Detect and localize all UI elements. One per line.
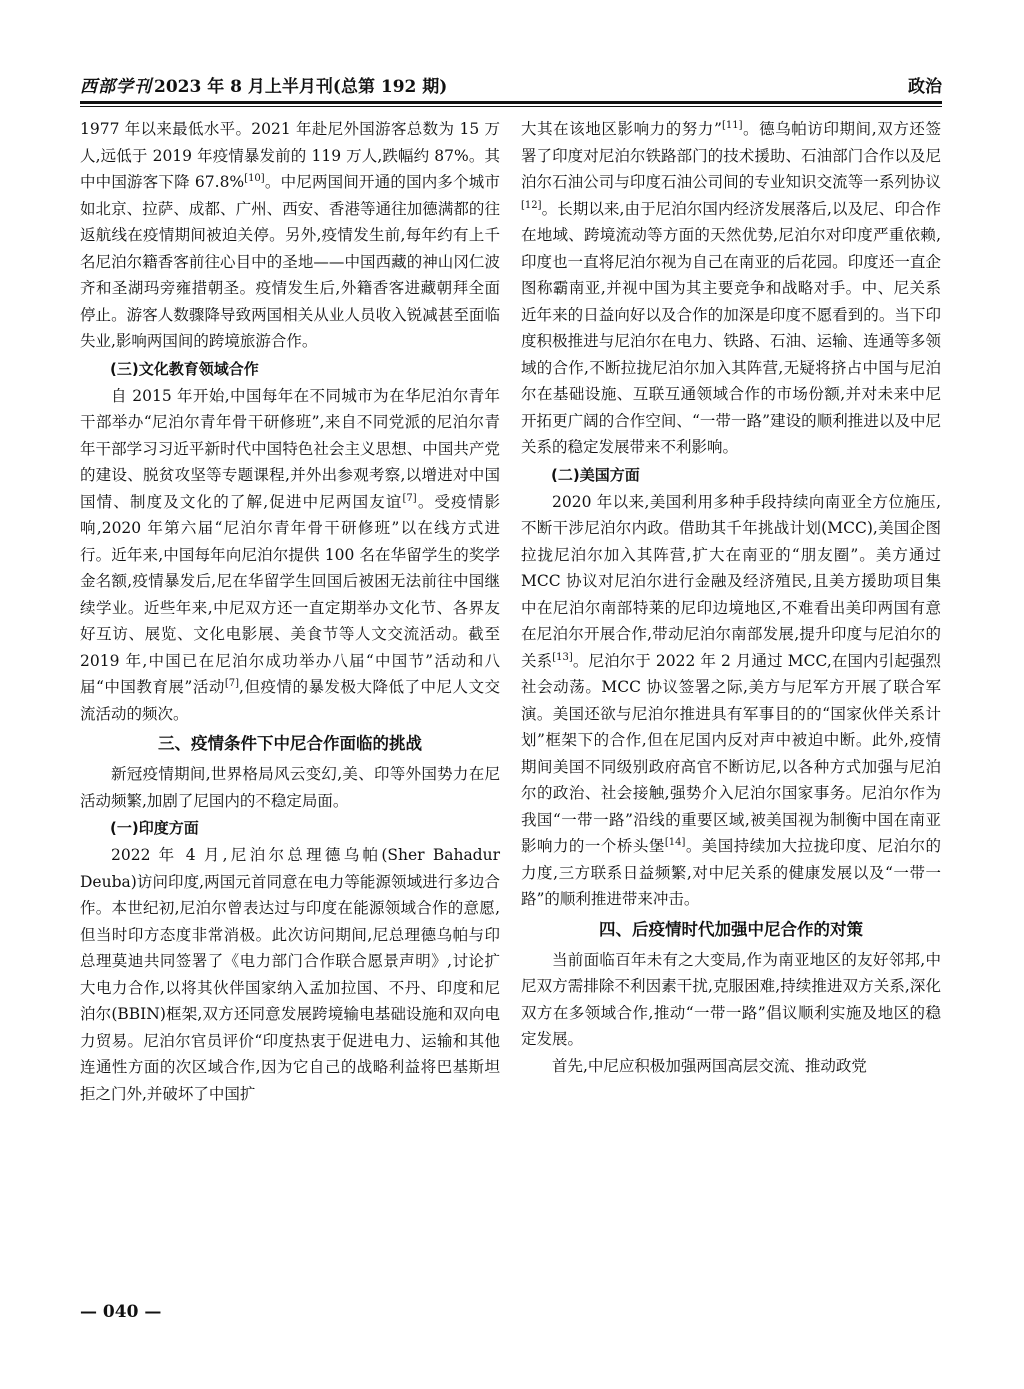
subsection-heading: (二)美国方面 (551, 465, 640, 484)
issue-info: 2023 年 8 月上半月刊(总第 192 期) (154, 77, 448, 97)
paragraph: 2022 年 4 月,尼泊尔总理德乌帕(Sher Bahadur Deuba)访问印度,两国元首同意在电力等能源领域进行多边合作。本世纪初,尼泊尔曾表达过与印度在能源领域合作的意愿,但当时印方态度非常消极。此次访问期间,尼总理德乌帕与印总理莫迪共同签署了《电力部门合作联合愿景声明》,讨论扩大电力合作,以将其伙伴国家纳入孟加拉国、不丹、印度和尼泊尔(BBIN)框架,双方还同意发展跨境输电基础设施和双向电力贸易。尼泊尔官员评价“印度热衷于促进电力、运输和其他连通性方面的次区域合作,因为它自己的战略利益将巴基斯坦拒之门外,并破坏了中国扩 (80, 846, 500, 1103)
paragraph: 自 2015 年开始,中国每年在不同城市为在华尼泊尔青年干部举办“尼泊尔青年骨干研修班”,来自不同党派的尼泊尔青年干部学习习近平新时代中国特色社会主义思想、中国共产党的建设、脱贫攻坚等专题课程,并外出参观考察,以增进对中国国情、制度及文化的了解,促进中尼两国友谊[7]。受疫情影响,2020 年第六届“尼泊尔青年骨干研修班”以在线方式进行。近年来,中国每年向尼泊尔提供 100 名在华留学生的奖学金名额,疫情暴发后,尼在华留学生回国后被困无法前往中国继续学业。近些年来,中尼双方还一直定期举办文化节、各界友好互访、展览、文化电影展、美食节等人文交流活动。截至 2019 年,中国已在尼泊尔成功举办八届“中国节”活动和八届“中国教育展”活动[7],但疫情的暴发极大降低了中尼人文交流活动的频次。 (80, 386, 500, 723)
citation-ref: [7] (402, 492, 417, 504)
citation-ref: [14] (664, 836, 686, 848)
section-heading: 四、后疫情时代加强中尼合作的对策 (599, 919, 863, 939)
subsection-heading: (一)印度方面 (110, 819, 199, 837)
citation-ref: [11] (721, 119, 743, 131)
header-rule-thin (80, 106, 942, 107)
paragraph: 大其在该地区影响力的努力”[11]。德乌帕访印期间,双方还签署了印度对尼泊尔铁路部门的技术援助、石油部门合作以及尼泊尔石油公司与印度石油公司间的专业知识交流等一系列协议[12]。长期以来,由于尼泊尔国内经济发展落后,以及尼、印合作在地域、跨境流动等方面的天然优势,尼泊尔对印度严重依赖,印度也一直将尼泊尔视为自己在南亚的后花园。印度还一直企图称霸南亚,并视中国为其主要竞争和战略对手。中、尼关系近年来的日益向好以及合作的加深是印度不愿看到的。当下印度积极推进与尼泊尔在电力、铁路、石油、运输、连通等多领域的合作,不断拉拢尼泊尔加入其阵营,无疑将挤占中国与尼泊尔在基础设施、互联互通领域合作的市场份额,并对未来中尼开拓更广阔的合作空间、“一带一路”建设的顺利推进以及中尼关系的稳定发展带来不利影响。 (521, 119, 941, 456)
header-rule-thick (80, 101, 942, 104)
right-column (521, 116, 941, 1079)
paragraph: 首先,中尼应积极加强两国高层交流、推动政党 (552, 1056, 867, 1075)
journal-masthead (80, 72, 447, 97)
journal-logo: 西部学刊 (80, 77, 152, 97)
running-header (80, 72, 942, 102)
section-label: 政治 (908, 77, 942, 97)
paragraph: 当前面临百年未有之大变局,作为南亚地区的友好邻邦,中尼双方需排除不利因素干扰,克服困难,持续推进双方关系,深化双方在多领域合作,推动“一带一路”倡议顺利实施及地区的稳定发展。 (521, 950, 941, 1048)
paragraph: 新冠疫情期间,世界格局风云变幻,美、印等外国势力在尼活动频繁,加剧了尼国内的不稳定局面。 (80, 765, 500, 810)
citation-ref: [10] (244, 172, 265, 184)
paragraph: 2020 年以来,美国利用多种手段持续向南亚全方位施压,不断干涉尼泊尔内政。借助其千年挑战计划(MCC),美国企图拉拢尼泊尔加入其阵营,扩大在南亚的“朋友圈”。美方通过 MCC 协议对尼泊尔进行金融及经济殖民,且美方援助项目集中在尼泊尔南部特莱的尼印边境地区,不难看出美印两国有意在尼泊尔开展合作,带动尼泊尔南部发展,提升印度与尼泊尔的关系[13]。尼泊尔于 2022 年 2 月通过 MCC,在国内引起强烈社会动荡。MCC 协议签署之际,美方与尼军方开展了联合军演。美国还欲与尼泊尔推进具有军事目的的“国家伙伴关系计划”框架下的合作,但在尼国内反对声中被迫中断。此外,疫情期间美国不同级别政府高官不断访尼,以各种方式加强与尼泊尔的政治、社会接触,强势介入尼泊尔国家事务。尼泊尔作为我国“一带一路”沿线的重要区域,被美国视为制衡中国在南亚影响力的一个桥头堡[14]。美国持续加大拉拢印度、尼泊尔的力度,三方联系日益频繁,对中尼关系的健康发展以及“一带一路”的顺利推进带来冲击。 (521, 492, 941, 908)
citation-ref: [12] (521, 199, 542, 211)
citation-ref: [13] (552, 651, 573, 663)
section-heading: 三、疫情条件下中尼合作面临的挑战 (158, 734, 422, 753)
left-column (80, 116, 500, 1107)
citation-ref: [7] (224, 677, 240, 689)
page-number: — 040 — (80, 1302, 162, 1322)
subsection-heading: (三)文化教育领域合作 (110, 359, 259, 378)
paragraph: 1977 年以来最低水平。2021 年赴尼外国游客总数为 15 万人,远低于 2019 年疫情暴发前的 119 万人,跌幅约 87%。其中中国游客下降 67.8%[10]。中尼两国间开通的国内多个城市如北京、拉萨、成都、广州、西安、香港等通往加德满都的往返航线在疫情期间被迫关停。另外,疫情发生前,每年约有上千名尼泊尔籍香客前往心目中的圣地——中国西藏的神山冈仁波齐和圣湖玛旁雍措朝圣。疫情发生后,外籍香客进藏朝拜全面停止。游客人数骤降导致两国相关从业人员收入锐减甚至面临失业,影响两国间的跨境旅游合作。 (80, 120, 500, 350)
